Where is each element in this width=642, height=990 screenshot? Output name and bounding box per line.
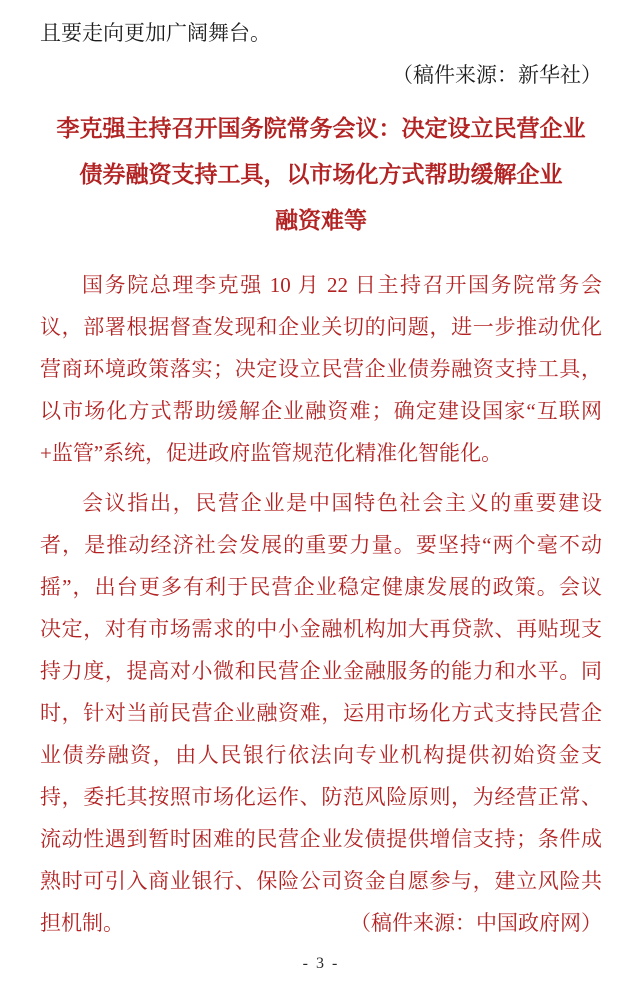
body-line: 流动性遇到暂时困难的民营企业发债提供增信支持；条件成 [40, 827, 602, 851]
body-line-end: 担机制。 [40, 911, 124, 935]
body-line: 持，委托其按照市场化运作、防范风险原则，为经营正常、 [40, 785, 602, 809]
body-line: 决定，对有市场需求的中小金融机构加大再贷款、再贴现支 [40, 617, 602, 641]
body-line: 业债券融资，由人民银行依法向专业机构提供初始资金支 [40, 743, 602, 767]
title-line-3: 融资难等 [275, 208, 367, 233]
paragraph-2 [40, 482, 602, 944]
paragraph-continuation-line: 且要走向更加广阔舞台。 [40, 21, 271, 45]
body-line: 时，针对当前民营企业融资难，运用市场化方式支持民营企 [40, 701, 602, 725]
body-line: 摇”，出台更多有利于民营企业稳定健康发展的政策。会议 [40, 575, 602, 599]
source-line-xinhua: （稿件来源：新华社） [392, 63, 602, 87]
body-line: +监管”系统，促进政府监管规范化精准化智能化。 [40, 441, 503, 465]
intro-block [40, 12, 602, 96]
page-number: - 3 - [302, 955, 340, 972]
source-line-gov: （稿件来源：中国政府网） [350, 911, 602, 935]
body-line: 以市场化方式帮助缓解企业融资难；确定建设国家“互联网 [40, 399, 602, 423]
body-line: 国务院总理李克强 10 月 22 日主持召开国务院常务会 [82, 273, 602, 297]
paragraph-1 [40, 264, 602, 474]
body-line: 熟时可引入商业银行、保险公司资金自愿参与，建立风险共 [40, 869, 602, 893]
body-line: 营商环境政策落实；决定设立民营企业债券融资支持工具， [40, 357, 602, 381]
title-line-2: 债券融资支持工具，以市场化方式帮助缓解企业 [79, 162, 563, 187]
body-line: 者，是推动经济社会发展的重要力量。要坚持“两个毫不动 [40, 533, 602, 557]
title-line-1: 李克强主持召开国务院常务会议：决定设立民营企业 [56, 116, 586, 141]
article-title [40, 106, 602, 244]
body-line: 议，部署根据督查发现和企业关切的问题，进一步推动优化 [40, 315, 602, 339]
body-line: 会议指出，民营企业是中国特色社会主义的重要建设 [82, 491, 602, 515]
paragraph-2-last-line [40, 902, 602, 944]
body-line: 持力度，提高对小微和民营企业金融服务的能力和水平。同 [40, 659, 602, 683]
